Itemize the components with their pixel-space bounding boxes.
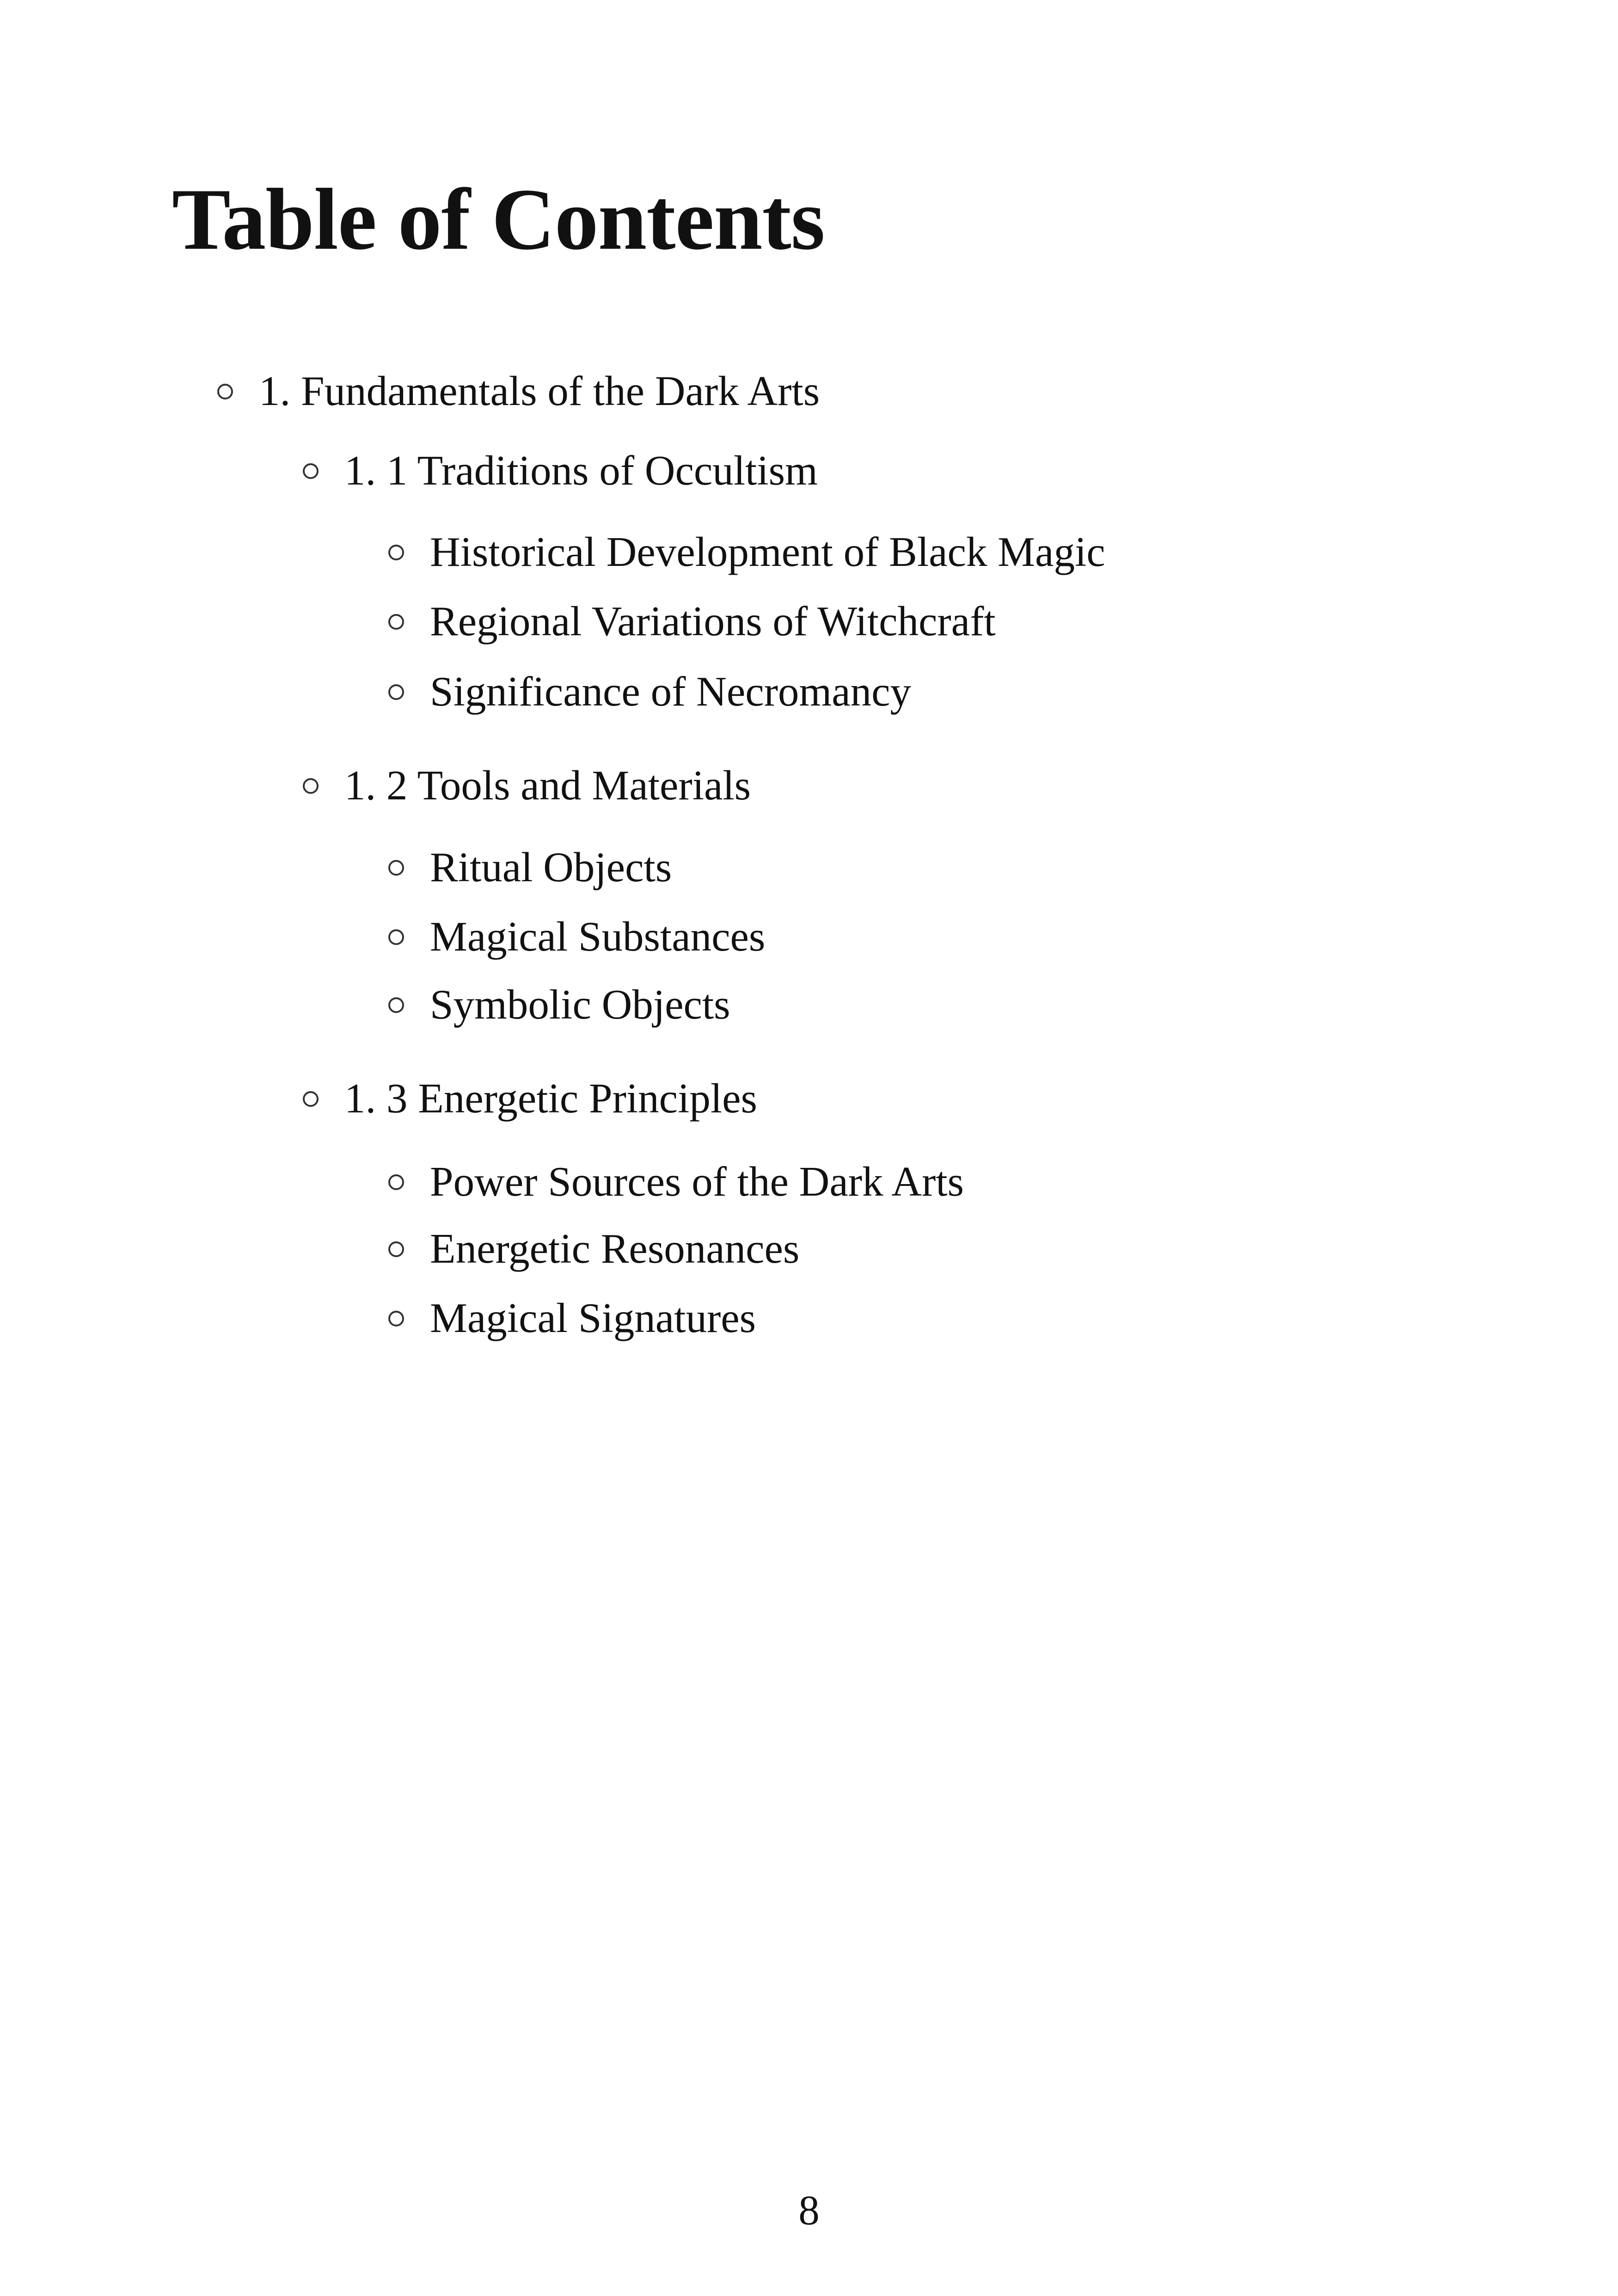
circle-bullet-icon [303, 1091, 319, 1107]
circle-bullet-icon [388, 1311, 404, 1326]
toc-section-1-2-label: 1. 2 Tools and Materials [344, 762, 751, 809]
circle-bullet-icon [388, 1241, 404, 1257]
toc-item-label: Ritual Objects [430, 844, 672, 890]
toc-item-label: Energetic Resonances [430, 1225, 800, 1272]
circle-bullet-icon [388, 997, 404, 1013]
toc-chapter-1[interactable] [217, 368, 820, 414]
toc-section-1-1[interactable] [303, 447, 818, 494]
toc-item[interactable] [388, 1225, 800, 1272]
toc-item[interactable] [388, 668, 911, 715]
toc-item-label: Historical Development of Black Magic [430, 528, 1105, 575]
toc-item[interactable] [388, 844, 672, 890]
circle-bullet-icon [303, 778, 319, 794]
page-title: Table of Contents [172, 171, 825, 268]
toc-item[interactable] [388, 1158, 964, 1205]
toc-item-label: Significance of Necromancy [430, 668, 911, 715]
circle-bullet-icon [388, 614, 404, 630]
toc-item-label: Power Sources of the Dark Arts [430, 1158, 964, 1205]
toc-section-1-3-label: 1. 3 Energetic Principles [344, 1075, 757, 1122]
circle-bullet-icon [388, 684, 404, 700]
circle-bullet-icon [388, 545, 404, 560]
toc-chapter-1-label: 1. Fundamentals of the Dark Arts [259, 368, 820, 414]
toc-item-label: Magical Substances [430, 913, 766, 960]
toc-item[interactable] [388, 598, 996, 645]
circle-bullet-icon [217, 384, 233, 399]
toc-item[interactable] [388, 913, 766, 960]
toc-section-1-2[interactable] [303, 762, 751, 809]
circle-bullet-icon [388, 929, 404, 945]
toc-item[interactable] [388, 981, 730, 1028]
toc-item-label: Regional Variations of Witchcraft [430, 598, 996, 645]
toc-item[interactable] [388, 1295, 756, 1341]
circle-bullet-icon [388, 860, 404, 876]
toc-item-label: Magical Signatures [430, 1295, 756, 1341]
page-number: 8 [798, 2187, 820, 2234]
toc-section-1-1-label: 1. 1 Traditions of Occultism [344, 447, 818, 494]
toc-item-label: Symbolic Objects [430, 981, 730, 1028]
circle-bullet-icon [388, 1174, 404, 1190]
toc-item[interactable] [388, 528, 1105, 575]
toc-section-1-3[interactable] [303, 1075, 757, 1122]
circle-bullet-icon [303, 463, 319, 479]
